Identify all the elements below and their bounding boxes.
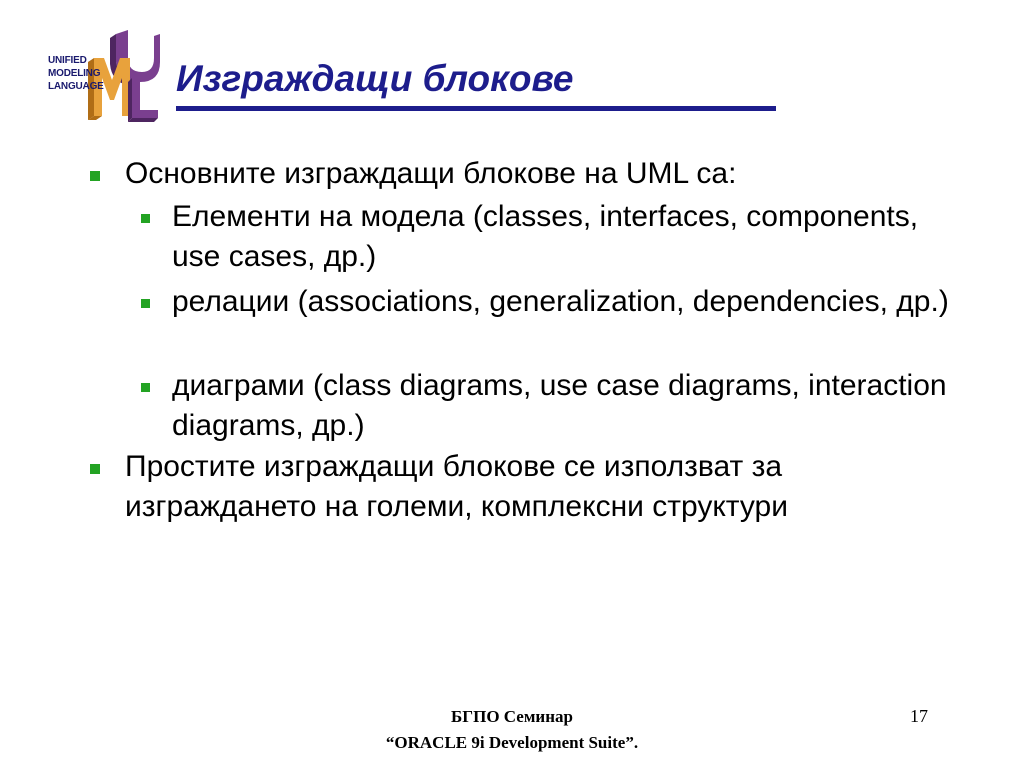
- bullet-text: релации (associations, generalization, dependencies, др.): [172, 285, 949, 318]
- logo-line-modeling: MODELING: [48, 68, 101, 79]
- uml-logo-text: [48, 54, 104, 93]
- bullet-text: Основните изграждащи блокове на UML са:: [125, 157, 737, 190]
- footer-line-2: “ORACLE 9i Development Suite”.: [385, 733, 639, 752]
- square-bullet-icon: [141, 299, 150, 308]
- bullet-text: Простите изграждащи блокове се използват за изграждането на големи, комплексни структури: [125, 450, 788, 523]
- slide-footer: [312, 704, 712, 756]
- bullet-item: [125, 447, 945, 527]
- square-bullet-icon: [90, 464, 100, 474]
- square-bullet-icon: [90, 171, 100, 181]
- square-bullet-icon: [141, 214, 150, 223]
- bullet-text: диаграми (class diagrams, use case diagrams, interaction diagrams, др.): [172, 369, 947, 442]
- page-number: 17: [910, 706, 928, 726]
- sub-bullet-item: [172, 282, 952, 322]
- slide-title: Изграждащи блокове: [176, 58, 574, 99]
- logo-line-language: LANGUAGE: [48, 81, 104, 92]
- footer-line-1: БГПО Семинар: [451, 707, 573, 726]
- bullet-item: [125, 154, 945, 194]
- sub-bullet-item: [172, 366, 952, 446]
- square-bullet-icon: [141, 383, 150, 392]
- sub-bullet-item: [172, 197, 952, 277]
- bullet-text: Елементи на модела (classes, interfaces, components, use cases, др.): [172, 200, 919, 273]
- uml-logo: [44, 28, 160, 124]
- title-underline: [176, 106, 776, 111]
- logo-line-unified: UNIFIED: [48, 55, 87, 66]
